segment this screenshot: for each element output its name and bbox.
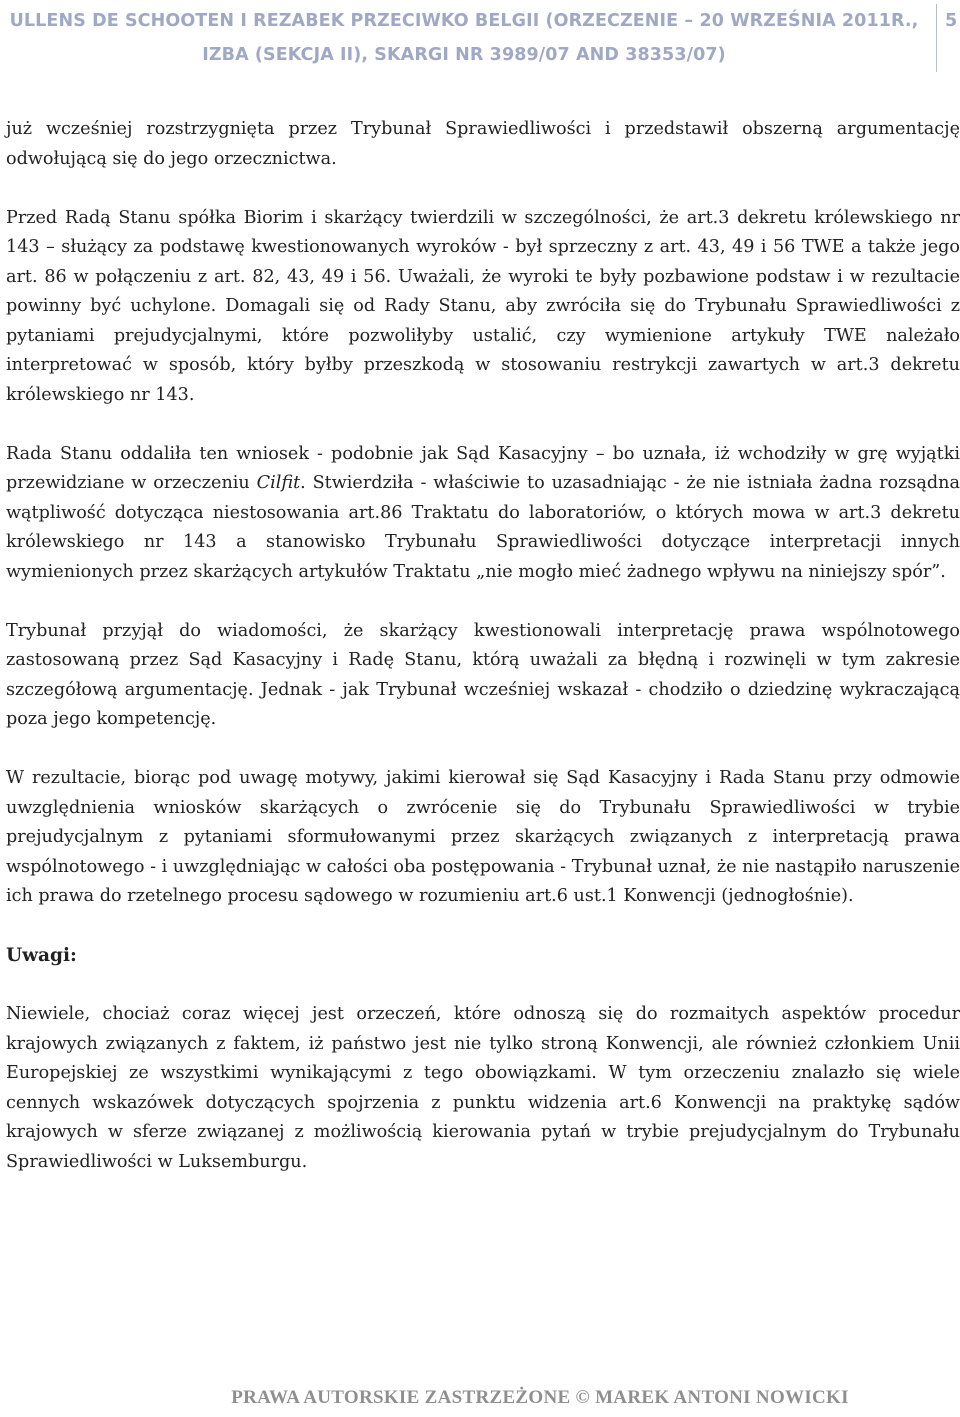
paragraph-3-text-start: Rada Stanu oddaliła ten wniosek - podobnie jak Sąd Kasacyjny – bo uznała, iż wchodziły w grę wyjątki przewidziane w orzeczeniu xyxy=(6,443,960,493)
paragraph-4: Trybunał przyjął do wiadomości, że skarżący kwestionowali interpretację prawa wspólnotowego zastosowaną przez Sąd Kasacyjny i Radę Stanu, którą uważali za błędną i rozwinęli w tym zakresie szczegółową argumentację. Jednak - jak Trybunał wcześniej wskazał - chodziło o dziedzinę wykraczającą poza jego kompetencję. xyxy=(6,620,960,729)
paragraph-3 xyxy=(6,440,960,588)
header-line-2: IZBA (SEKCJA II), SKARGI NR 3989/07 AND 38353/07) xyxy=(202,45,726,65)
header-line-1: ULLENS DE SCHOOTEN I REZABEK PRZECIWKO BELGII (ORZECZENIE – 20 WRZEŚNIA 2011R., xyxy=(9,11,919,31)
copyright-footer: PRAWA AUTORSKIE ZASTRZEŻONE © MAREK ANTONI NOWICKI xyxy=(231,1387,849,1408)
paragraph-1: już wcześniej rozstrzygnięta przez Trybunał Sprawiedliwości i przedstawił obszerną argumentację odwołującą się do jego orzecznictwa. xyxy=(6,119,960,169)
paragraph-5: W rezultacie, biorąc pod uwagę motywy, jakimi kierował się Sąd Kasacyjny i Rada Stanu przy odmowie uwzględnienia wniosków skarżących o zwrócenie się do Trybunału Sprawiedliwości w trybie prejudycjalnym z pytaniami sformułowanymi przez skarżących związanych z interpretacją prawa wspólnotowego - i uwzględniając w całości oba postępowania - Trybunał uznał, że nie nastąpiło naruszenie ich prawa do rzetelnego procesu sądowego w rozumieniu art.6 ust.1 Konwencji (jednogłośnie). xyxy=(6,768,960,906)
case-name-cilfit: Cilfit xyxy=(256,473,301,493)
running-header xyxy=(0,4,928,72)
paragraph-2: Przed Radą Stanu spółka Biorim i skarżący twierdzili w szczególności, że art.3 dekretu królewskiego nr 143 – służący za podstawę kwestionowanych wyroków - był sprzeczny z art. 43, 49 i 56 TWE a także jego art. 86 w połączeniu z art. 82, 43, 49 i 56. Uważali, że wyroki te były pozbawione podstaw i w rezultacie powinny być uchylone. Domagali się od Rady Stanu, aby zwróciła się do Trybunału Sprawiedliwości z pytaniami prejudycjalnymi, które pozwoliłyby ustalić, czy wymienione artykuły TWE należało interpretować w sposób, który byłby przeszkodą w stosowaniu restrykcji zawartych w art.3 dekretu królewskiego nr 143. xyxy=(6,207,960,405)
paragraph-6: Niewiele, chociaż coraz więcej jest orzeczeń, które odnoszą się do rozmaitych aspektów procedur krajowych związanych z faktem, iż państwo jest nie tylko stroną Konwencji, ale również członkiem Unii Europejskiej ze wszystkimi wynikającymi z tego obowiązkami. W tym orzeczeniu znalazło się wiele cennych wskazówek dotyczących spojrzenia z punktu widzenia art.6 Konwencji na praktykę sądów krajowych w sferze związanej z możliwością kierowania pytań w trybie prejudycjalnym do Trybunału Sprawiedliwości w Luksemburgu. xyxy=(6,1004,960,1172)
paragraph-3-text-end: . Stwierdziła - właściwie to uzasadniając - że nie istniała żadna rozsądna wątpliwość dotycząca niestosowania art.86 Traktatu do laboratoriów, o których mowa w art.3 dekretu królewskiego nr 143 a stanowisko Trybunału Sprawiedliwości dotyczące interpretacji innych wymienionych przez skarżących artykułów Traktatu „nie mogło mieć żadnego wpływu na niniejszy spór”. xyxy=(6,473,960,582)
page-number: 5 xyxy=(936,4,960,72)
document-body xyxy=(6,115,960,1207)
section-heading-uwagi: Uwagi: xyxy=(6,945,77,966)
